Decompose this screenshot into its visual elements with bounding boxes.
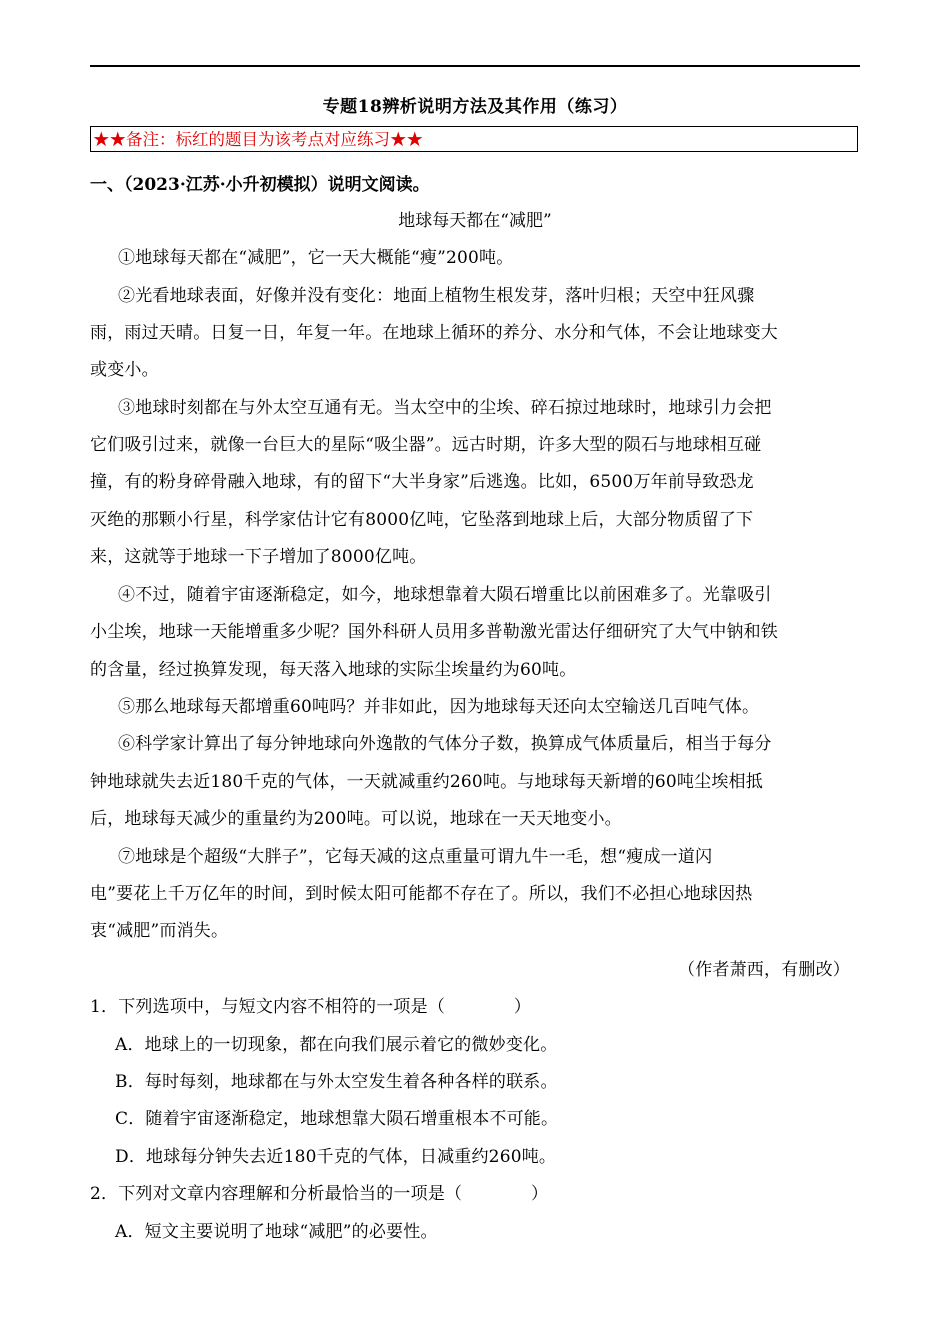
section-heading: 一、（2023·江苏·小升初模拟）说明文阅读。 (90, 175, 430, 195)
article-line: ②光看地球表面，好像并没有变化：地面上植物生根发芽，落叶归根；天空中狂风骤 (118, 286, 755, 306)
question-option: C．随着宇宙逐渐稳定，地球想靠大陨石增重根本不可能。 (115, 1109, 559, 1129)
article-line: 电”要花上千万亿年的时间，到时候太阳可能都不存在了。所以，我们不必担心地球因热 (90, 884, 753, 904)
article-title: 地球每天都在“减肥” (398, 211, 552, 231)
note-box: ★★备注：标红的题目为该考点对应练习★★ (90, 126, 858, 152)
article-line: 或变小。 (90, 360, 159, 380)
question-option: A．短文主要说明了地球“减肥”的必要性。 (115, 1222, 438, 1242)
article-line: 雨，雨过天晴。日复一日，年复一年。在地球上循环的养分、水分和气体，不会让地球变大 (90, 323, 778, 343)
article-line: ⑦地球是个超级“大胖子”，它每天减的这点重量可谓九牛一毛，想“瘦成一道闪 (118, 847, 713, 867)
question-option: D．地球每分钟失去近180千克的气体，日减重约260吨。 (115, 1147, 557, 1167)
article-line: 衷“减肥”而消失。 (90, 921, 229, 941)
article-line: 来，这就等于地球一下子增加了8000亿吨。 (90, 547, 427, 567)
article-line: 钟地球就失去近180千克的气体，一天就减重约260吨。与地球每天新增的60吨尘埃相抵 (90, 772, 763, 792)
article-line: ④不过，随着宇宙逐渐稳定，如今，地球想靠着大陨石增重比以前困难多了。光靠吸引 (118, 585, 772, 605)
article-line: 后，地球每天减少的重量约为200吨。可以说，地球在一天天地变小。 (90, 809, 622, 829)
article-line: 它们吸引过来，就像一台巨大的星际“吸尘器”。远古时期，许多大型的陨石与地球相互碰 (90, 435, 762, 455)
question-stem: 2．下列对文章内容理解和分析最恰当的一项是（ ） (90, 1184, 549, 1204)
question-stem: 1．下列选项中，与短文内容不相符的一项是（ ） (90, 997, 532, 1017)
article-line: 的含量，经过换算发现，每天落入地球的实际尘埃量约为60吨。 (90, 660, 577, 680)
article-line: ⑤那么地球每天都增重60吨吗？并非如此，因为地球每天还向太空输送几百吨气体。 (118, 697, 760, 717)
question-option: A．地球上的一切现象，都在向我们展示着它的微妙变化。 (115, 1035, 558, 1055)
article-line: 小尘埃，地球一天能增重多少呢？国外科研人员用多普勒激光雷达仔细研究了大气中钠和铁 (90, 622, 778, 642)
top-rule (90, 65, 860, 67)
article-line: ⑥科学家计算出了每分钟地球向外逸散的气体分子数，换算成气体质量后，相当于每分 (118, 734, 772, 754)
article-source: （作者萧西，有删改） (678, 960, 850, 980)
article-line: 撞，有的粉身碎骨融入地球，有的留下“大半身家”后逃逸。比如，6500万年前导致恐龙 (90, 472, 754, 492)
article-line: ③地球时刻都在与外太空互通有无。当太空中的尘埃、碎石掠过地球时，地球引力会把 (118, 398, 772, 418)
article-line: 灭绝的那颗小行星，科学家估计它有8000亿吨，它坠落到地球上后，大部分物质留了下 (90, 510, 754, 530)
article-line: ①地球每天都在“减肥”，它一天大概能“瘦”200吨。 (118, 248, 514, 268)
question-option: B．每时每刻，地球都在与外太空发生着各种各样的联系。 (115, 1072, 558, 1092)
page-title: 专题18辨析说明方法及其作用（练习） (322, 97, 628, 117)
